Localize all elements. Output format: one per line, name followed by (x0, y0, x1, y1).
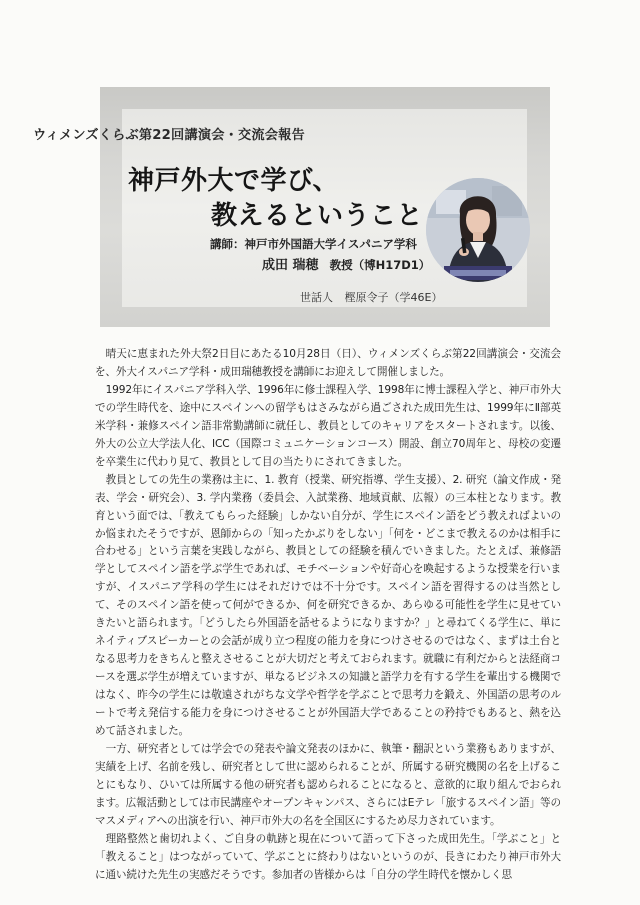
headline-line-1: 神戸外大で学び、 (128, 166, 339, 196)
paragraph: 晴天に恵まれた外大祭2日目にあたる10月28日（日）、ウィメンズくらぶ第22回講演会・交流会を、外大イスパニア学科・成田瑞穂教授を講師にお迎えして開催しました。 (95, 348, 561, 378)
event-overtitle: ウィメンズくらぶ第22回講演会・交流会報告 (33, 128, 305, 143)
article-body (95, 346, 561, 885)
lecturer-affiliation: 講師：神戸市外国語大学イスパニア学科 (210, 237, 417, 251)
lecturer-photo-illustration (426, 178, 530, 282)
paragraph: 理路整然と歯切れよく、ご自身の軌跡と現在について語って下さった成田先生。「学ぶこと」と「教えること」はつながっていて、学ぶことに終わりはないというのが、長きにわたり神戸市外大に通い続けた先生の実感だそうです。参加者の皆様からは「自分の学生時代を懐かしく思 (95, 832, 561, 881)
paragraph: 教員としての先生の業務は主に、1. 教育（授業、研究指導、学生支援）、2. 研究（論文作成・発表、学会・研究会）、3. 学内業務（委員会、入試業務、地域貢献、広報）の三本柱となります。教育という面では、「教えてもらった経験」しかない自分が、学生にスペイン語をどう教えればよいのか悩まれたそうですが、恩師からの「知ったかぶりをしない」「何を・どこまで教えるのかは相手に合わせる」という言葉を実践しながら、教員としての経験を積んでいきました。たとえば、兼修語学としてスペイン語を学ぶ学生であれば、モチベーションや好奇心を喚起するような授業を行いますが、イスパニア学科の学生にはそれだけでは不十分です。スペイン語を習得するのは当然として、そのスペイン語を使って何ができるか、何を研究できるか、あらゆる可能性を学生に見せていきたいと語られます。「どうしたら外国語を話せるようになりますか？」と尋ねてくる学生に、単にネイティブスピーカーとの会話が成り立つ程度の能力を身につけさせるのではなく、まずは土台となる思考力をきちんと整えさせることが大切だと考えておられます。就職に有利だからと法経商コースを選ぶ学生が増えていますが、単なるビジネスの知識と語学力を有する学生を輩出する機関ではなく、昨今の学生には敬遠されがちな文学や哲学を学ぶことで思考力を鍛え、外国語の思考のルートで考え発信する能力を身につけさせることが外国語大学であることの矜持でもあると、熱を込めて話されました。 (95, 473, 561, 738)
lecturer-line (262, 254, 430, 273)
organizer-label: 世話人 (300, 291, 333, 304)
headline-line-2: 教えるということ (211, 201, 424, 231)
paragraph: 1992年にイスパニア学科入学、1996年に修士課程入学、1998年に博士課程入学と、神戸市外大での学生時代を、途中にスペインへの留学もはさみながら過ごされた成田先生は、1999年にⅡ部英米学科・兼修スペイン語非常勤講師に就任し、教員としてのキャリアをスタートされます。以後、外大の公立大学法人化、ICC（国際コミュニケーションコース）開設、創立70周年と、母校の変遷を卒業生に代わり見て、教員として目の当たりにされてきました。 (95, 383, 561, 468)
organizer-credit (300, 289, 442, 305)
lecturer-photo (426, 178, 530, 282)
lecturer-name: 成田 瑞穂 (262, 258, 319, 273)
lecturer-role: 教授（博H17D1） (329, 258, 431, 272)
paragraph: 一方、研究者としては学会での発表や論文発表のほかに、執筆・翻訳という業務もありますが、実績を上げ、名前を残し、研究者として世に認められることが、所属する研究機関の名を上げることにもなり、ひいては所属する他の研究者も認められることになると、意欲的に取り組んでおられます。広報活動としては市民講座やオープンキャンパス、さらにはEテレ「旅するスペイン語」等のマスメディアへの出演を行い、神戸市外大の名を全国区にするため尽力されています。 (95, 742, 561, 827)
organizer-name: 樫原令子（学46E） (344, 291, 443, 304)
